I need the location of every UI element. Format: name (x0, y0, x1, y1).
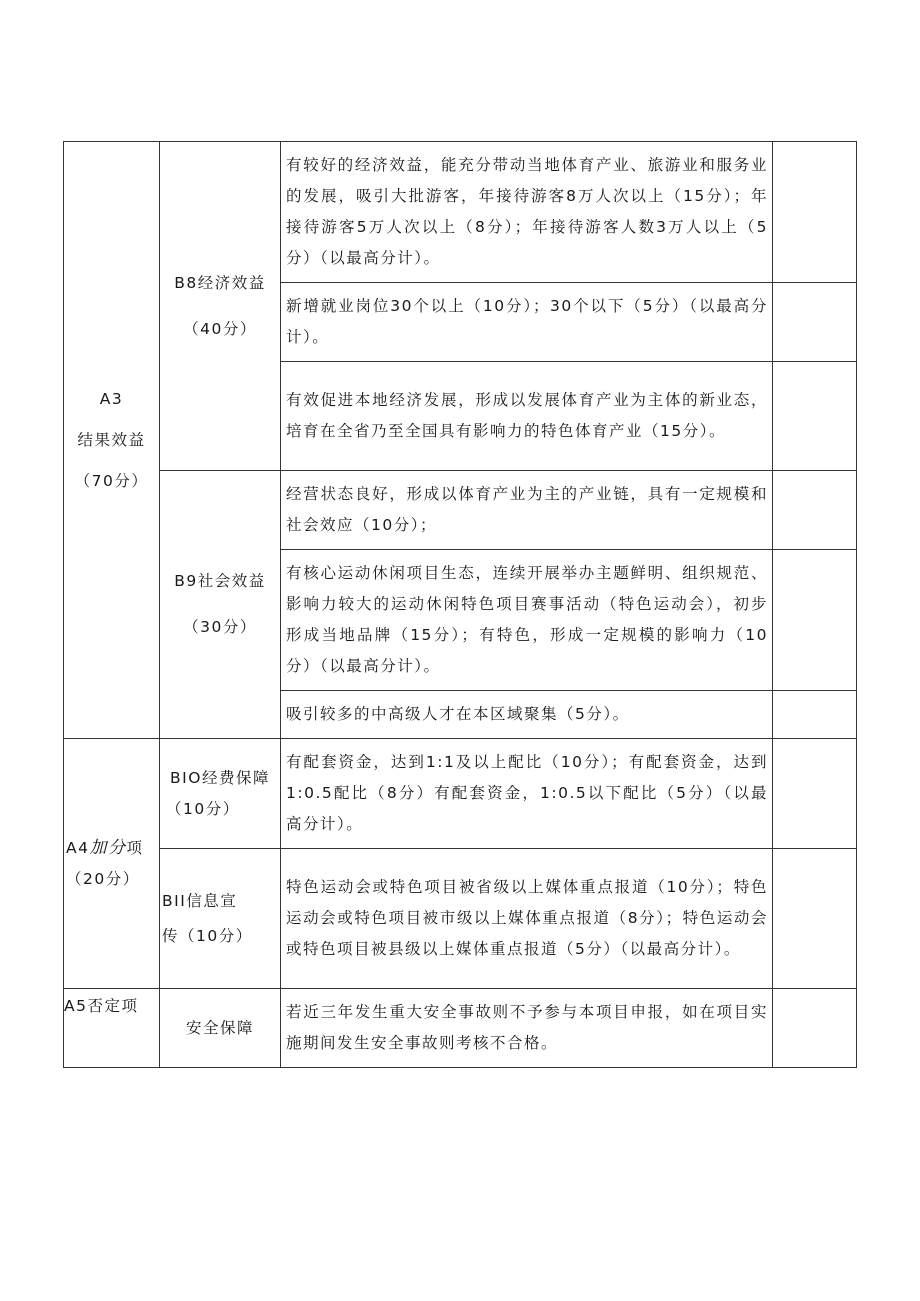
subcategory-cell-b9 (160, 471, 281, 739)
subcategory-label: （40分） (183, 319, 257, 338)
criteria-cell: 吸引较多的中高级人才在本区域聚集（5分）。 (281, 691, 773, 739)
subcategory-label: 传（10分） (162, 926, 253, 945)
score-cell (773, 989, 857, 1068)
criteria-cell: 有效促进本地经济发展，形成以发展体育产业为主体的新业态，培育在全省乃至全国具有影响力的特色体育产业（15分）。 (281, 362, 773, 471)
category-label: （70分） (74, 471, 149, 490)
score-cell (773, 471, 857, 550)
category-cell-a4 (64, 739, 160, 989)
score-cell (773, 849, 857, 989)
category-label-prefix: A4 (66, 838, 90, 857)
category-label-rest: 项（20分） (66, 838, 144, 888)
criteria-cell: 有核心运动休闲项目生态，连续开展举办主题鲜明、组织规范、影响力较大的运动休闲特色项目赛事活动（特色运动会），初步形成当地品牌（15分）；有特色，形成一定规模的影响力（10分）（以最高分计）。 (281, 550, 773, 691)
subcategory-label: B8经济效益 (174, 273, 266, 292)
subcategory-label: BIO经费保障 (170, 768, 270, 787)
subcategory-label: （30分） (183, 618, 257, 636)
subcategory-cell-b10 (160, 739, 281, 849)
subcategory-cell-b8 (160, 142, 281, 471)
category-label: A3 (99, 389, 124, 408)
subcategory-label: B9社会效益 (174, 572, 266, 590)
score-cell (773, 283, 857, 362)
category-cell-a5: A5否定项 (64, 989, 160, 1068)
criteria-cell: 若近三年发生重大安全事故则不予参与本项目申报，如在项目实施期间发生安全事故则考核不合格。 (281, 989, 773, 1068)
subcategory-cell-b11 (160, 849, 281, 989)
table-row (64, 989, 857, 1068)
score-cell (773, 550, 857, 691)
criteria-cell: 有较好的经济效益，能充分带动当地体育产业、旅游业和服务业的发展，吸引大批游客，年接待游客8万人次以上（15分）；年接待游客5万人次以上（8分）；年接待游客人数3万人以上（5分）（以最高分计）。 (281, 142, 773, 283)
score-cell (773, 739, 857, 849)
score-cell (773, 142, 857, 283)
evaluation-table (63, 141, 857, 1068)
category-cell-a3 (64, 142, 160, 739)
subcategory-label: BII信息宣 (162, 891, 238, 910)
criteria-cell: 特色运动会或特色项目被省级以上媒体重点报道（10分）；特色运动会或特色项目被市级以上媒体重点报道（8分）；特色运动会或特色项目被县级以上媒体重点报道（5分）（以最高分计）。 (281, 849, 773, 989)
score-cell (773, 362, 857, 471)
table-row (64, 471, 857, 550)
criteria-cell: 经营状态良好，形成以体育产业为主的产业链，具有一定规模和社会效应（10分）； (281, 471, 773, 550)
subcategory-cell-safety: 安全保障 (160, 989, 281, 1068)
table-row (64, 142, 857, 283)
category-label-italic: 加分 (89, 837, 127, 858)
criteria-cell: 有配套资金，达到1:1及以上配比（10分）；有配套资金，达到1:0.5配比（8分）有配套资金，1:0.5以下配比（5分）（以最高分计）。 (281, 739, 773, 849)
subcategory-label: （10分） (166, 799, 240, 818)
table-row (64, 739, 857, 849)
criteria-cell: 新增就业岗位30个以上（10分）；30个以下（5分）（以最高分计）。 (281, 283, 773, 362)
score-cell (773, 691, 857, 739)
category-label: 结果效益 (77, 430, 146, 449)
table-row (64, 849, 857, 989)
